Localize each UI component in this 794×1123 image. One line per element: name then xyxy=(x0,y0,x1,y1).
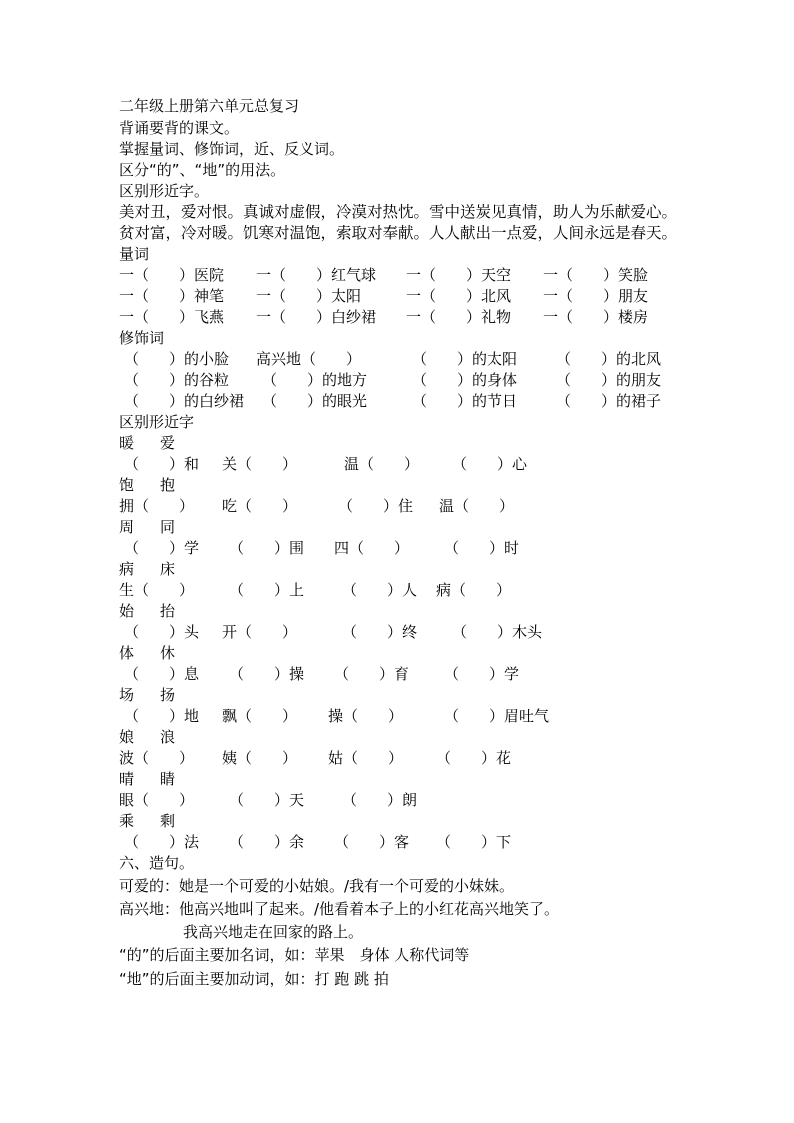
similar-char: 剩 xyxy=(160,812,176,830)
similar-item: （ ）朗 xyxy=(342,791,418,809)
measure-item: 一（ ）医院 xyxy=(119,266,225,284)
measure-item: 一（ ）朋友 xyxy=(543,287,649,305)
modifier-heading: 修饰词 xyxy=(119,329,165,347)
similar-char: 饱 xyxy=(119,476,135,494)
similar-item: （ ）学 xyxy=(444,665,520,683)
similar-char: 抱 xyxy=(160,476,176,494)
measure-item: 一（ ）神笔 xyxy=(119,287,225,305)
measure-item: 一（ ）天空 xyxy=(406,266,512,284)
modifier-item: （ ）的眼光 xyxy=(262,392,368,410)
usage-note: “的”的后面主要加名词，如：苹果 身体 人称代词等 xyxy=(119,946,470,964)
similar-char: 同 xyxy=(160,518,176,536)
similar-item: （ ）育 xyxy=(334,665,410,683)
similar-item: 关（ ） xyxy=(222,455,298,473)
modifier-item: （ ）的谷粒 xyxy=(124,371,230,389)
similar-item: 姨（ ） xyxy=(222,749,298,767)
modifier-item: （ ）的太阳 xyxy=(412,350,518,368)
similar-char: 休 xyxy=(160,644,176,662)
similar-item: （ ）眉吐气 xyxy=(444,707,550,725)
similar-item: （ ）法 xyxy=(124,833,200,851)
similar-item: （ ）围 xyxy=(229,539,305,557)
measure-item: 一（ ）礼物 xyxy=(406,308,512,326)
modifier-item: （ ）的白纱裙 xyxy=(124,392,245,410)
modifier-item: （ ）的朋友 xyxy=(556,371,662,389)
similar-char: 抬 xyxy=(160,602,176,620)
similar-item: 操（ ） xyxy=(328,707,404,725)
similar-item: （ ）下 xyxy=(436,833,512,851)
similar-item: （ ）客 xyxy=(334,833,410,851)
similar-item: 吃（ ） xyxy=(222,497,298,515)
antonym-line: 美对丑，爱对恨。真诚对虚假，冷漠对热忱。雪中送炭见真情，助人为乐献爱心。 xyxy=(119,203,678,221)
similar-item: 病（ ） xyxy=(436,581,512,599)
similar-item: 温（ ） xyxy=(439,497,515,515)
similar-item: （ ）心 xyxy=(452,455,528,473)
similar-item: 四（ ） xyxy=(334,539,410,557)
similar-item: 拥（ ） xyxy=(119,497,195,515)
similar-item: 生（ ） xyxy=(119,581,195,599)
measure-item: 一（ ）飞燕 xyxy=(119,308,225,326)
similar-item: （ ）余 xyxy=(229,833,305,851)
similar-item: （ ）住 xyxy=(338,497,414,515)
similar-char: 病 xyxy=(119,560,135,578)
similar-item: 眼（ ） xyxy=(119,791,195,809)
modifier-item: （ ）的地方 xyxy=(262,371,368,389)
measure-heading: 量词 xyxy=(119,245,150,263)
similar-item: （ ）木头 xyxy=(452,623,543,641)
similar-char: 晴 xyxy=(119,770,135,788)
modifier-item: （ ）的小脸 xyxy=(124,350,230,368)
intro-line: 区分“的”、“地”的用法。 xyxy=(119,161,286,179)
similar-item: 波（ ） xyxy=(119,749,195,767)
similar-item: 温（ ） xyxy=(344,455,420,473)
similar-char: 体 xyxy=(119,644,135,662)
similar-item: （ ）操 xyxy=(229,665,305,683)
similar-heading: 区别形近字 xyxy=(119,413,195,431)
similar-char: 娘 xyxy=(119,728,135,746)
measure-item: 一（ ）北风 xyxy=(406,287,512,305)
similar-item: （ ）和 xyxy=(124,455,200,473)
measure-item: 一（ ）红气球 xyxy=(256,266,377,284)
similar-char: 始 xyxy=(119,602,135,620)
similar-item: 飘（ ） xyxy=(222,707,298,725)
modifier-item: （ ）的节日 xyxy=(412,392,518,410)
similar-item: 姑（ ） xyxy=(328,749,404,767)
similar-item: （ ）天 xyxy=(229,791,305,809)
intro-line: 掌握量词、修饰词，近、反义词。 xyxy=(119,140,345,158)
similar-char: 扬 xyxy=(160,686,176,704)
similar-item: （ ）人 xyxy=(342,581,418,599)
modifier-item: 高兴地（ ） xyxy=(256,350,362,368)
similar-item: （ ）终 xyxy=(342,623,418,641)
similar-char: 周 xyxy=(119,518,135,536)
measure-item: 一（ ）笑脸 xyxy=(543,266,649,284)
sentence-line: 高兴地：他高兴地叫了起来。/他看着本子上的小红花高兴地笑了。 xyxy=(119,900,560,918)
antonym-line: 贫对富，冷对暖。饥寒对温饱，索取对奉献。人人献出一点爱，人间永远是春天。 xyxy=(119,224,678,242)
modifier-item: （ ）的身体 xyxy=(412,371,518,389)
similar-item: （ ）上 xyxy=(229,581,305,599)
similar-char: 浪 xyxy=(160,728,176,746)
sentence-line: 我高兴地走在回家的路上。 xyxy=(183,923,364,941)
modifier-item: （ ）的北风 xyxy=(556,350,662,368)
usage-note: “地”的后面主要加动词，如：打 跑 跳 拍 xyxy=(119,970,389,988)
similar-item: （ ）息 xyxy=(124,665,200,683)
measure-item: 一（ ）白纱裙 xyxy=(256,308,377,326)
similar-item: （ ）学 xyxy=(124,539,200,557)
measure-item: 一（ ）太阳 xyxy=(256,287,362,305)
intro-line: 背诵要背的课文。 xyxy=(119,119,240,137)
similar-char: 暖 xyxy=(119,434,135,452)
similar-char: 床 xyxy=(160,560,176,578)
similar-item: （ ）花 xyxy=(436,749,512,767)
similar-char: 爱 xyxy=(160,434,176,452)
modifier-item: （ ）的裙子 xyxy=(556,392,662,410)
intro-line: 区别形近字。 xyxy=(119,182,210,200)
measure-item: 一（ ）楼房 xyxy=(543,308,649,326)
similar-char: 乘 xyxy=(119,812,135,830)
similar-char: 睛 xyxy=(160,770,176,788)
sentence-line: 可爱的：她是一个可爱的小姑娘。/我有一个可爱的小妹妹。 xyxy=(119,877,515,895)
sentence-heading: 六、造句。 xyxy=(119,854,195,872)
similar-item: 开（ ） xyxy=(222,623,298,641)
similar-item: （ ）头 xyxy=(124,623,200,641)
similar-item: （ ）地 xyxy=(124,707,200,725)
document-title: 二年级上册第六单元总复习 xyxy=(119,97,300,115)
similar-item: （ ）时 xyxy=(444,539,520,557)
similar-char: 场 xyxy=(119,686,135,704)
